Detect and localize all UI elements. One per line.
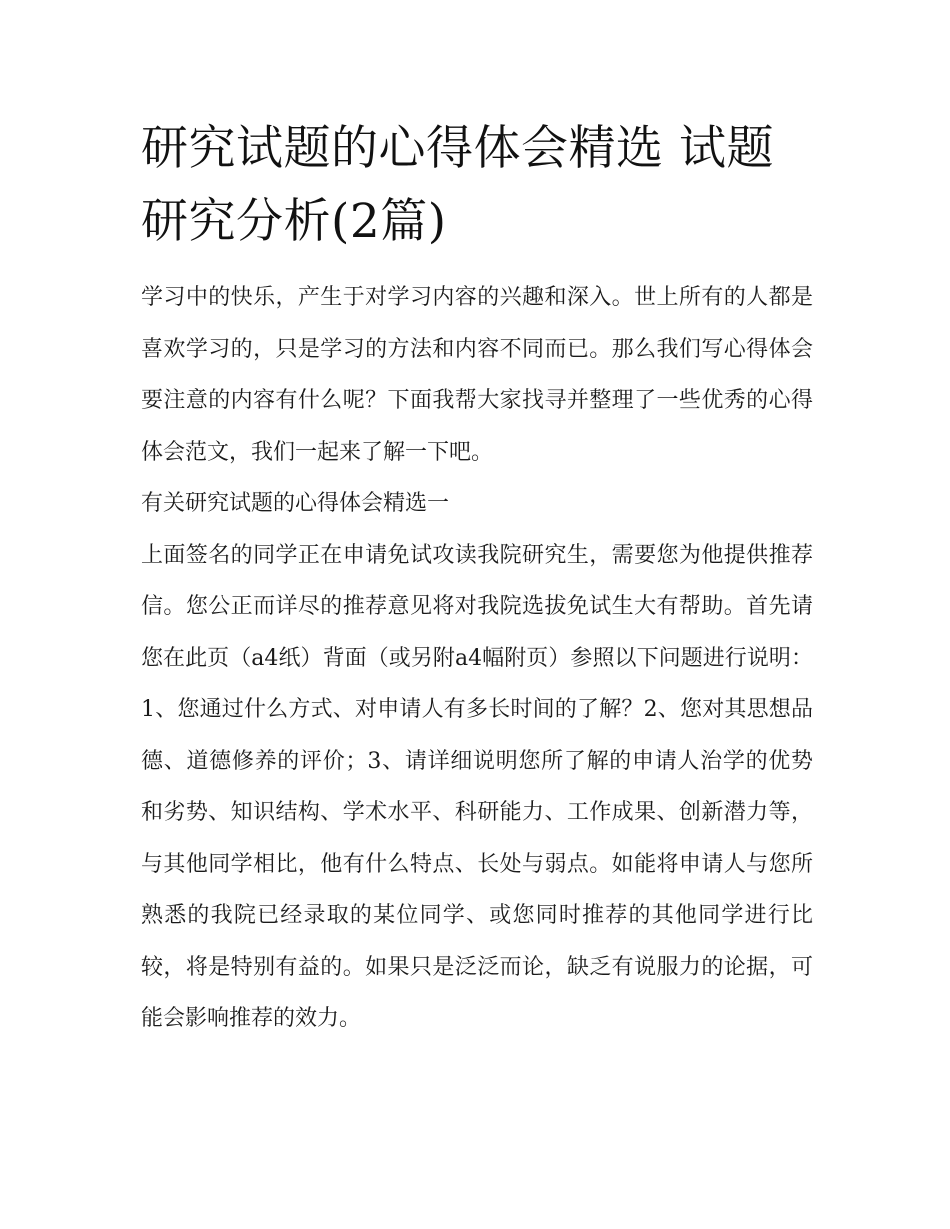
intro-paragraph: 学习中的快乐，产生于对学习内容的兴趣和深入。世上所有的人都是喜欢学习的，只是学习的方法和内容不同而已。那么我们写心得体会要注意的内容有什么呢？下面我帮大家找寻并整理了一些优秀的心得体会范文，我们一起来了解一下吧。 xyxy=(141,285,813,465)
document-content xyxy=(141,112,813,1045)
document-title: 研究试题的心得体会精选 试题研究分析(2篇) xyxy=(141,121,774,249)
section-heading: 有关研究试题的心得体会精选一 xyxy=(141,491,450,516)
section-paragraph: 上面签名的同学正在申请免试攻读我院研究生，需要您为他提供推荐信。您公正而详尽的推荐意见将对我院选拔免试生大有帮助。首先请您在此页（a4纸）背面（或另附a4幅附页）参照以下问题进行说明：1、您通过什么方式、对申请人有多长时间的了解？2、您对其思想品德、道德修养的评价；3、请详细说明您所了解的申请人治学的优势和劣势、知识结构、学术水平、科研能力、工作成果、创新潜力等，与其他同学相比，他有什么特点、长处与弱点。如能将申请人与您所熟悉的我院已经录取的某位同学、或您同时推荐的其他同学进行比较，将是特别有益的。如果只是泛泛而论，缺乏有说服力的论据，可能会影响推荐的效力。 xyxy=(141,542,813,1031)
